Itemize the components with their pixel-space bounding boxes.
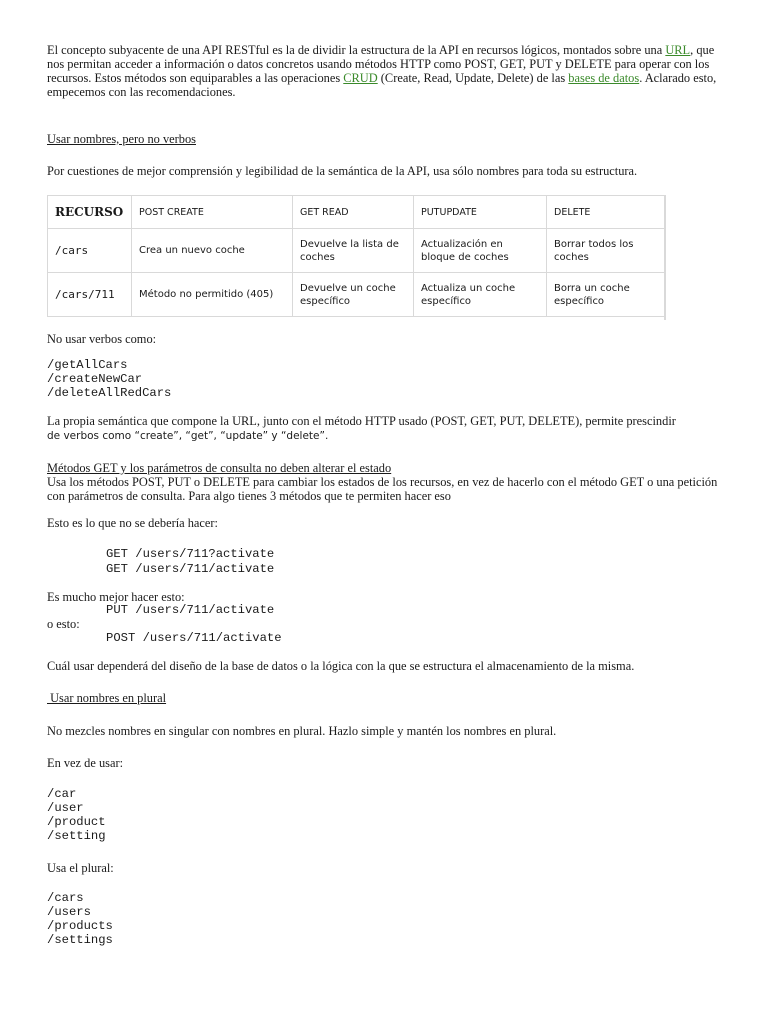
code-line: /product <box>47 815 106 829</box>
intro-paragraph <box>47 43 727 99</box>
table-cell: Devuelve la lista de coches <box>293 229 414 273</box>
table-cell: Actualización en bloque de coches <box>414 229 547 273</box>
closing-paragraph: Cuál usar dependerá del diseño de la base de datos o la lógica con la que se estructura el almacenamiento de la misma. <box>47 659 635 673</box>
code-line: /deleteAllRedCars <box>47 386 172 400</box>
code-line: /getAllCars <box>47 358 128 372</box>
table-header-row <box>48 196 666 229</box>
code-line: /user <box>47 801 84 815</box>
table-edge <box>664 195 666 320</box>
intro-text-3: (Create, Read, Update, Delete) de las <box>377 71 569 85</box>
table-cell: /cars <box>48 229 132 273</box>
table-cell: Borra un coche específico <box>547 273 666 317</box>
code-line: /users <box>47 905 91 919</box>
table-row <box>48 273 666 317</box>
code-line: /products <box>47 919 113 933</box>
plural-lead: Usa el plural: <box>47 861 114 875</box>
instead-lead: En vez de usar: <box>47 756 124 770</box>
section-heading-nouns: Usar nombres, pero no verbos <box>47 132 196 146</box>
good-example-lead: Es mucho mejor hacer esto: <box>47 590 185 604</box>
code-line: /createNewCar <box>47 372 143 386</box>
code-line: /cars <box>47 891 84 905</box>
code-line: /car <box>47 787 77 801</box>
crud-link[interactable]: CRUD <box>343 71 378 85</box>
no-verbs-explain-2: de verbos como “create”, “get”, “update” y “delete”. <box>47 430 329 442</box>
table-row <box>48 229 666 273</box>
section-paragraph-nouns: Por cuestiones de mejor comprensión y legibilidad de la semántica de la API, usa sólo nombres para toda su estructura. <box>47 164 638 178</box>
or-lead: o esto: <box>47 617 80 631</box>
intro-text-2: , que nos permitan acceder a información o datos concretos usando métodos HTTP como POST, GET, PUT y DELETE para operar con los recursos. Estos métodos son equiparables a las operaciones <box>47 43 715 85</box>
table-cell: Actualiza un coche específico <box>414 273 547 317</box>
methods-table <box>47 195 666 317</box>
no-verbs-explain-1: La propia semántica que compone la URL, junto con el método HTTP usado (POST, GET, PUT, DELETE), permite prescindir <box>47 414 676 428</box>
table-cell: Crea un nuevo coche <box>132 229 293 273</box>
databases-link[interactable]: bases de datos <box>568 71 640 85</box>
bad-example-lead: Esto es lo que no se debería hacer: <box>47 516 218 530</box>
code-line: GET /users/711/activate <box>106 562 275 576</box>
code-line: PUT /users/711/activate <box>106 603 275 617</box>
col-header-get: GET READ <box>293 196 414 229</box>
section-heading-plural: Usar nombres en plural <box>47 691 167 705</box>
intro-text-1: El concepto subyacente de una API RESTful es la de dividir la estructura de la API en recursos lógicos, montados sobre una <box>47 43 666 57</box>
code-line: POST /users/711/activate <box>106 631 282 645</box>
code-line: GET /users/711?activate <box>106 547 275 561</box>
url-link[interactable]: URL <box>665 43 691 57</box>
code-line: /setting <box>47 829 106 843</box>
col-header-resource: RECURSO <box>48 196 132 229</box>
table-cell: Devuelve un coche específico <box>293 273 414 317</box>
col-header-post: POST CREATE <box>132 196 293 229</box>
table-cell: Método no permitido (405) <box>132 273 293 317</box>
col-header-put: PUTUPDATE <box>414 196 547 229</box>
intro-text-4: . Aclarado esto, empecemos con las recomendaciones. <box>47 71 717 99</box>
table-cell: Borrar todos los coches <box>547 229 666 273</box>
section-paragraph-plural: No mezcles nombres en singular con nombres en plural. Hazlo simple y mantén los nombres en plural. <box>47 724 557 738</box>
code-line: /settings <box>47 933 113 947</box>
table-cell: /cars/711 <box>48 273 132 317</box>
no-verbs-lead: No usar verbos como: <box>47 332 157 346</box>
section-paragraph-get: Usa los métodos POST, PUT o DELETE para cambiar los estados de los recursos, en vez de hacerlo con el método GET o una petición con parámetros de consulta. Para algo tienes 3 métodos que te permiten hacer eso <box>47 475 718 503</box>
section-heading-get: Métodos GET y los parámetros de consulta no deben alterar el estado <box>47 461 392 475</box>
col-header-delete: DELETE <box>547 196 666 229</box>
